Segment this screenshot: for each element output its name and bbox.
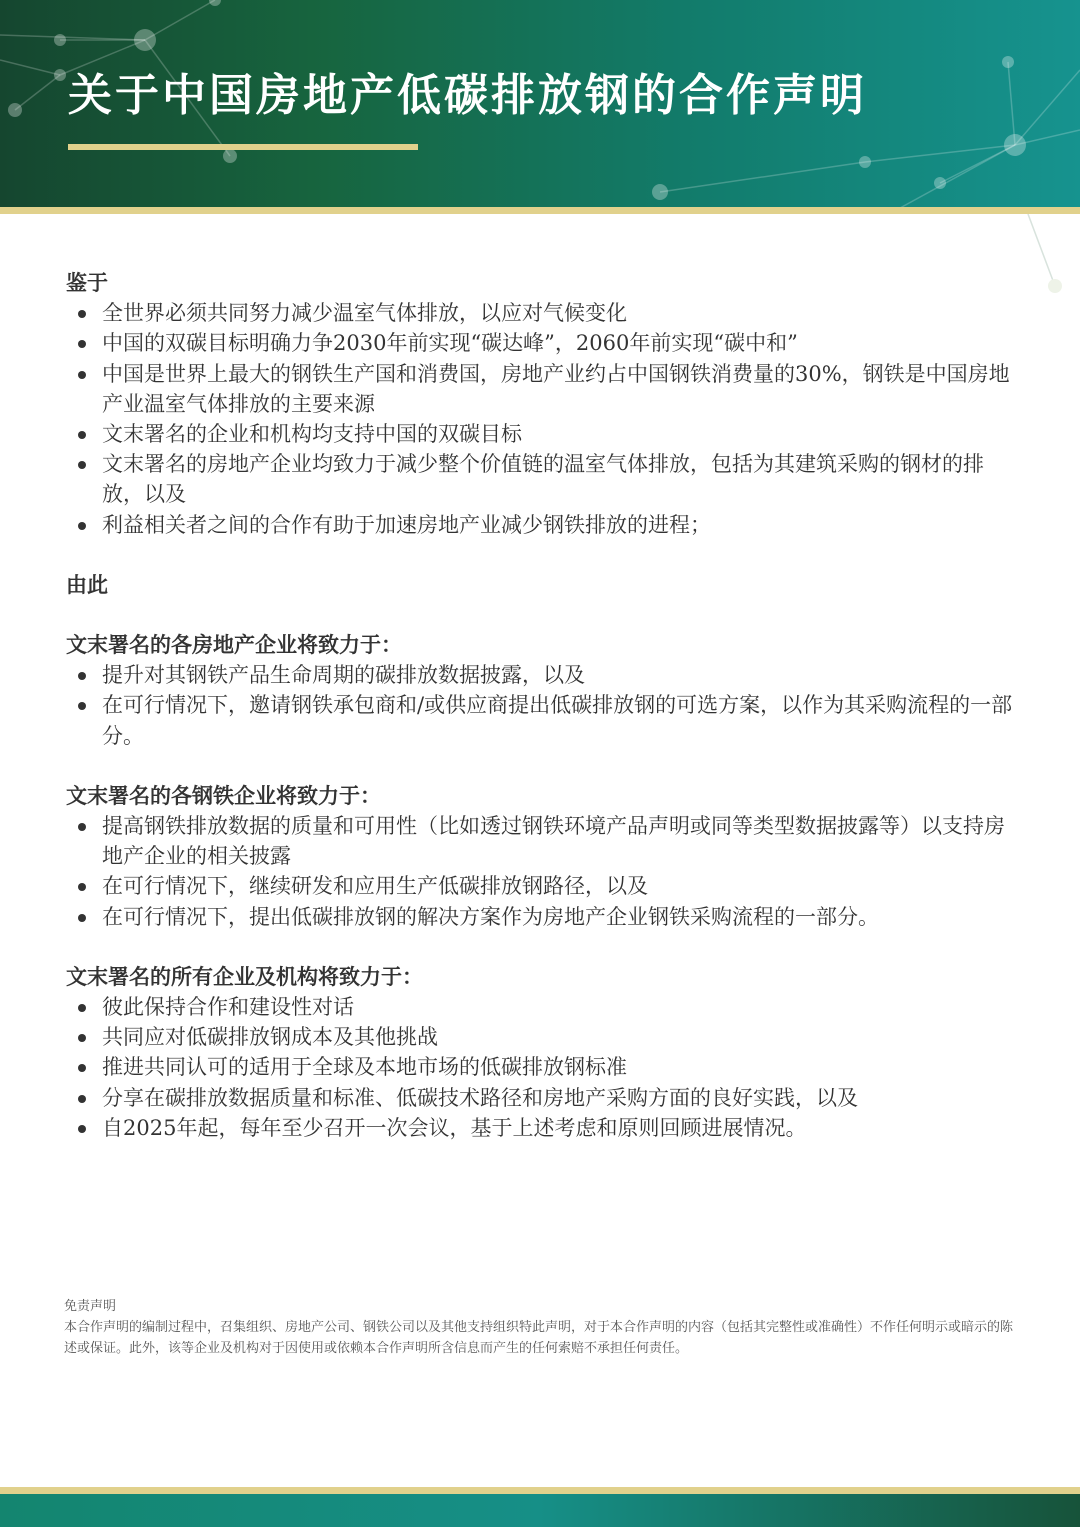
page-title: 关于中国房地产低碳排放钢的合作声明 (68, 70, 867, 121)
list-item: 全世界必须共同努力减少温室气体排放，以应对气候变化 (66, 298, 1016, 328)
list-item: 自2025年起，每年至少召开一次会议，基于上述考虑和原则回顾进展情况。 (66, 1113, 1016, 1143)
whereas-list (66, 298, 1016, 540)
section-heading-real-estate: 文末署名的各房地产企业将致力于： (66, 632, 402, 658)
disclaimer-text: 本合作声明的编制过程中，召集组织、房地产公司、钢铁公司以及其他支持组织特此声明，对于本合作声明的内容（包括其完整性或准确性）不作任何明示或暗示的陈述或保证。此外，该等企业及机构对于因使用或依赖本合作声明所含信息而产生的任何索赔不承担任何责任。 (64, 1320, 1014, 1356)
list-item: 提升对其钢铁产品生命周期的碳排放数据披露，以及 (66, 660, 1016, 690)
disclaimer-heading: 免责声明 (64, 1299, 117, 1314)
all-parties-list (66, 992, 1016, 1143)
footer-banner (0, 1494, 1080, 1527)
header-gold-stripe (0, 207, 1080, 214)
disclaimer (64, 1296, 1014, 1359)
list-item: 利益相关者之间的合作有助于加速房地产业减少钢铁排放的进程； (66, 510, 1016, 540)
list-item: 文末署名的企业和机构均支持中国的双碳目标 (66, 419, 1016, 449)
list-item: 分享在碳排放数据质量和标准、低碳技术路径和房地产采购方面的良好实践，以及 (66, 1083, 1016, 1113)
steel-list (66, 811, 1016, 932)
section-heading-therefore: 由此 (66, 571, 108, 597)
section-heading-all: 文末署名的所有企业及机构将致力于： (66, 963, 423, 989)
list-item: 推进共同认可的适用于全球及本地市场的低碳排放钢标准 (66, 1052, 1016, 1082)
list-item: 共同应对低碳排放钢成本及其他挑战 (66, 1022, 1016, 1052)
section-heading-whereas: 鉴于 (66, 270, 108, 295)
list-item: 在可行情况下，提出低碳排放钢的解决方案作为房地产企业钢铁采购流程的一部分。 (66, 902, 1016, 932)
real-estate-list (66, 660, 1016, 751)
list-item: 在可行情况下，继续研发和应用生产低碳排放钢路径，以及 (66, 871, 1016, 901)
list-item: 在可行情况下，邀请钢铁承包商和/或供应商提出低碳排放钢的可选方案，以作为其采购流程的一部分。 (66, 690, 1016, 750)
list-item: 文末署名的房地产企业均致力于减少整个价值链的温室气体排放，包括为其建筑采购的钢材的排放，以及 (66, 449, 1016, 509)
statement-body (66, 268, 1016, 1143)
list-item: 彼此保持合作和建设性对话 (66, 992, 1016, 1022)
list-item: 中国的双碳目标明确力争2030年前实现“碳达峰”，2060年前实现“碳中和” (66, 328, 1016, 358)
list-item: 中国是世界上最大的钢铁生产国和消费国，房地产业约占中国钢铁消费量的30%，钢铁是中国房地产业温室气体排放的主要来源 (66, 359, 1016, 419)
footer-gold-stripe (0, 1487, 1080, 1494)
header-banner (0, 0, 1080, 208)
title-underline (68, 144, 418, 150)
section-heading-steel: 文末署名的各钢铁企业将致力于： (66, 782, 381, 808)
list-item: 提高钢铁排放数据的质量和可用性（比如透过钢铁环境产品声明或同等类型数据披露等）以支持房地产企业的相关披露 (66, 811, 1016, 871)
